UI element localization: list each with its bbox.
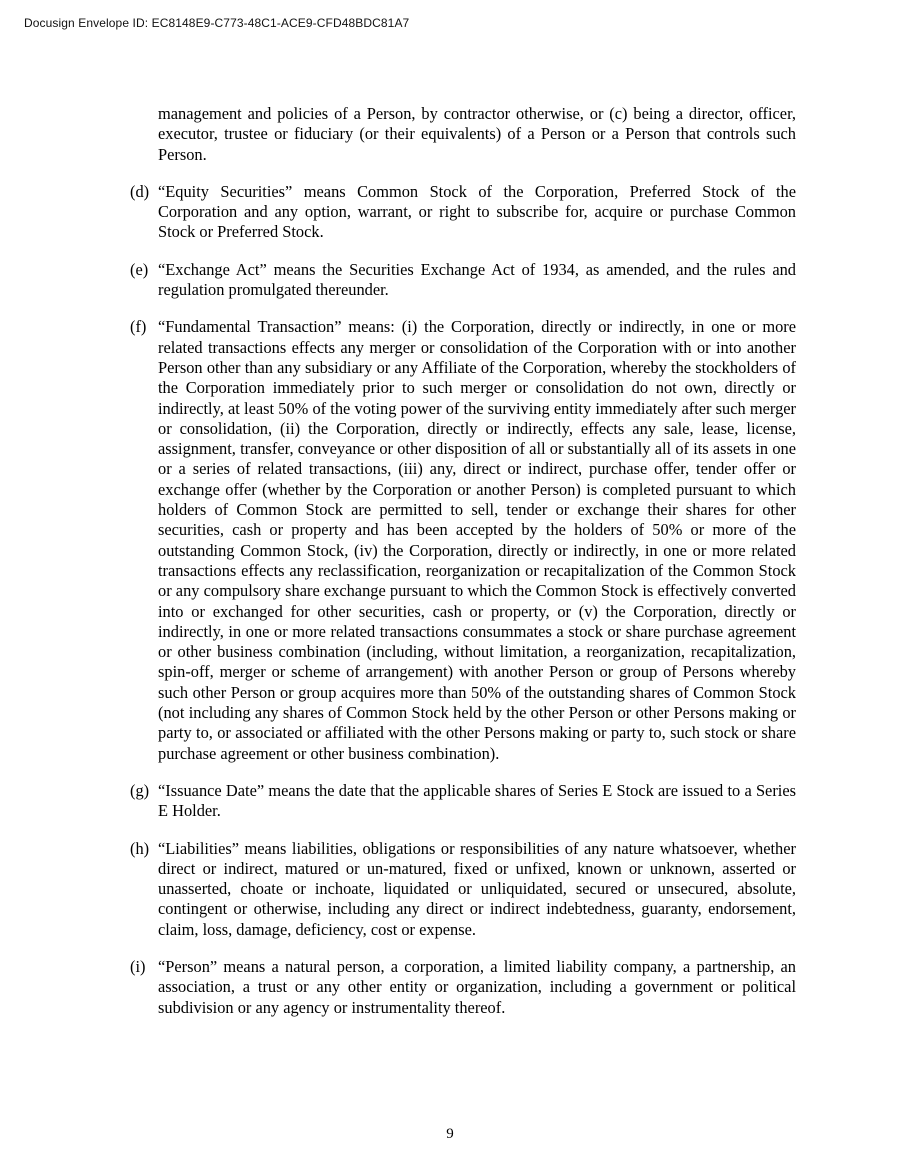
definition-label: (h) (130, 838, 150, 858)
definition-label: (i) (130, 956, 146, 976)
definition-text: “Liabilities” means liabilities, obligations or responsibilities of any nature whatsoever, whether direct or indirect, matured or un-matured, fixed or unfixed, known or unknown, asserted or unasserted, choate or inchoate, liquidated or unliquidated, secured or unsecured, absolute, contingent or otherwise, including any direct or indirect indebtedness, guaranty, endorsement, claim, loss, damage, deficiency, cost or expense. (158, 838, 796, 939)
definition-item-e (130, 260, 796, 301)
definition-item-h (130, 839, 796, 940)
definition-text: “Issuance Date” means the date that the applicable shares of Series E Stock are issued to a Series E Holder. (158, 780, 796, 821)
document-body (130, 104, 796, 1018)
definition-text: “Equity Securities” means Common Stock of the Corporation, Preferred Stock of the Corporation and any option, warrant, or right to subscribe for, acquire or purchase Common Stock or Preferred Stock. (158, 181, 796, 242)
continuation-paragraph: management and policies of a Person, by contractor otherwise, or (c) being a director, officer, executor, trustee or fiduciary (or their equivalents) of a Person or a Person that controls such Person. (158, 104, 796, 164)
definition-item-f (130, 317, 796, 764)
page-number: 9 (446, 1126, 454, 1142)
definition-label: (g) (130, 780, 150, 800)
definition-label: (d) (130, 181, 150, 201)
definition-item-d (130, 182, 796, 243)
definition-label: (f) (130, 317, 147, 337)
definition-item-g (130, 781, 796, 822)
definition-text: “Exchange Act” means the Securities Exchange Act of 1934, as amended, and the rules and regulation promulgated thereunder. (158, 259, 796, 300)
docusign-envelope-id: Docusign Envelope ID: EC8148E9-C773-48C1-ACE9-CFD48BDC81A7 (24, 16, 410, 30)
definition-text: “Fundamental Transaction” means: (i) the Corporation, directly or indirectly, in one or more related transactions effects any merger or consolidation of the Corporation with or into another Person other than any subsidiary or any Affiliate of the Corporation, whereby the stockholders of the Corporation immediately prior to such merger or consolidation do not own, directly or indirectly, at least 50% of the voting power of the surviving entity immediately after such merger or consolidation, (ii) the Corporation, directly or indirectly, effects any sale, lease, license, assignment, transfer, conveyance or other disposition of all or substantially all of its assets in one or a series of related transactions, (iii) any, direct or indirect, purchase offer, tender offer or exchange offer (whether by the Corporation or another Person) is completed pursuant to which holders of Common Stock are permitted to sell, tender or exchange their shares for other securities, cash or property and has been accepted by the holders of 50% or more of the outstanding Common Stock, (iv) the Corporation, directly or indirectly, in one or more related transactions effects any reclassification, reorganization or recapitalization of the Common Stock or any compulsory share exchange pursuant to which the Common Stock is effectively converted into or exchanged for other securities, cash or property, or (v) the Corporation, directly or indirectly, in one or more related transactions consummates a stock or share purchase agreement or other business combination (including, without limitation, a reorganization, recapitalization, spin-off, merger or scheme of arrangement) with another Person or group of Persons whereby such other Person or group acquires more than 50% of the outstanding shares of Common Stock (not including any shares of Common Stock held by the other Person or other Persons making or party to, or associated or affiliated with the other Persons making or party to, such stock or share purchase agreement or other business combination). (158, 317, 796, 763)
definition-label: (e) (130, 259, 149, 279)
definition-item-i (130, 957, 796, 1018)
definition-text: “Person” means a natural person, a corporation, a limited liability company, a partnership, an association, a trust or any other entity or organization, including a government or political subdivision or any agency or instrumentality thereof. (158, 956, 796, 1017)
